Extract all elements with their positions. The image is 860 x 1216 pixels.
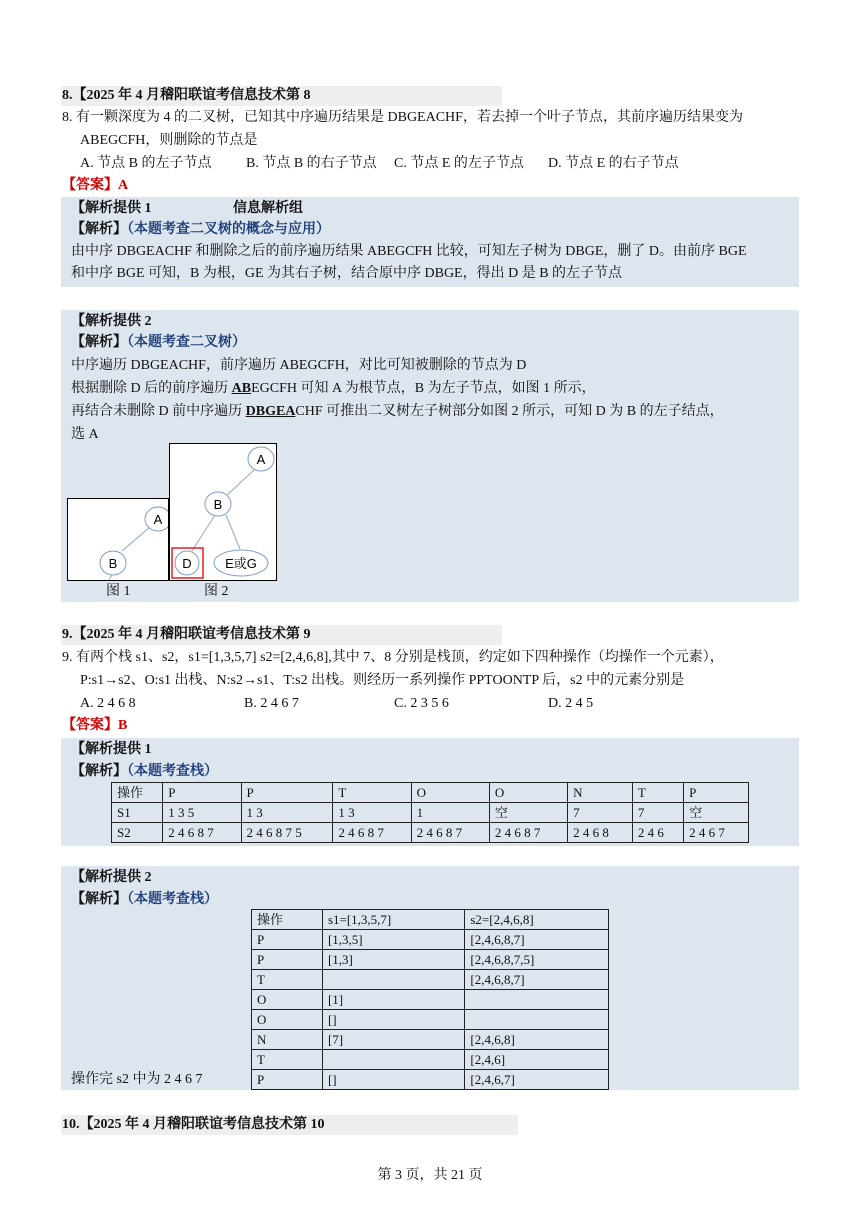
q9-exp2-label: 【解析】 [71, 892, 127, 907]
q9-exp2-table-cell: T [252, 1050, 323, 1070]
q9-exp1-table-cell: P [163, 783, 241, 803]
q8-exp2-label: 【解析】 [71, 335, 127, 350]
q9-exp2-table-cell: [2,4,6] [465, 1050, 609, 1070]
fig2-edge-a-b [226, 470, 254, 496]
q8-exp2-line4: 选 A [71, 427, 99, 442]
q9-exp1-table-cell: N [568, 783, 633, 803]
q9-exp1-table-cell: 1 3 [333, 803, 411, 823]
q9-exp1-table-cell: O [411, 783, 489, 803]
q9-exp2-table-cell: [1] [322, 990, 464, 1010]
q9-exp1-table-cell: 2 4 6 8 7 [489, 823, 567, 843]
fig2-node-a-label: A [256, 452, 266, 467]
q9-exp2-table-cell: [] [322, 1070, 464, 1090]
q8-option-b: B. 节点 B 的右子节点 [246, 156, 377, 171]
q9-exp1-table-cell: 1 [411, 803, 489, 823]
q8-exp2-line3 [71, 402, 724, 422]
q9-exp1-table-cell: S2 [112, 823, 163, 843]
q9-exp2-table-cell: N [252, 1030, 323, 1050]
q8-exp2-line3-pre: 再结合未删除 D 前中序遍历 [71, 404, 246, 419]
q9-exp2-title: 【解析提供 2 [71, 870, 152, 885]
q8-exp2-label-line [71, 333, 246, 353]
page-footer: 第 3 页，共 21 页 [377, 1168, 483, 1183]
q8-exp1-line1: 由中序 DBGEACHF 和删除之后的前序遍历结果 ABEGCFH 比较，可知左子树为 DBGE，删了 D。由前序 BGE [71, 244, 747, 259]
figure-2-caption: 图 2 [204, 584, 229, 599]
q9-exp2-table-cell: s2=[2,4,6,8] [465, 910, 609, 930]
q9-exp2-table-cell [465, 990, 609, 1010]
q9-exp1-table-cell: T [632, 783, 683, 803]
q8-exp2-topic: （本题考查二叉树） [127, 335, 246, 350]
q9-exp1-table-cell: 2 4 6 8 [568, 823, 633, 843]
q8-exp1-title: 【解析提供 1 [71, 201, 152, 216]
figure-2-svg [170, 444, 276, 580]
q9-exp1-table-cell: 2 4 6 7 [684, 823, 749, 843]
q9-exp2-table-cell: [7] [322, 1030, 464, 1050]
q9-exp2-table-cell: [1,3,5] [322, 930, 464, 950]
q8-option-c: C. 节点 E 的左子节点 [394, 156, 524, 171]
fig2-node-d-label: D [182, 556, 192, 571]
fig1-edge-b-down [106, 575, 112, 580]
q9-option-c: C. 2 3 5 6 [394, 696, 449, 711]
fig2-edge-b-eg [226, 515, 240, 549]
q9-exp2-table-row [252, 1050, 609, 1070]
q9-exp2-table-cell: 操作 [252, 910, 323, 930]
q8-exp1-line2: 和中序 BGE 可知，B 为根，GE 为其右子树，结合原中序 DBGE，得出 D 是 B 的左子节点 [71, 266, 623, 281]
q8-stem-line2: ABEGCFH，则删除的节点是 [80, 133, 258, 148]
q9-exp1-table-row [112, 803, 749, 823]
fig2-edge-b-d [192, 515, 215, 551]
q9-exp2-table-cell: P [252, 930, 323, 950]
q8-exp2-title: 【解析提供 2 [71, 314, 152, 329]
q8-exp2-line2-post: EGCFH 可知 A 为根节点，B 为左子节点，如图 1 所示， [251, 381, 596, 396]
q8-explanation-2 [61, 310, 799, 602]
q9-option-a: A. 2 4 6 8 [80, 696, 136, 711]
q9-exp2-table-row [252, 1030, 609, 1050]
q9-exp1-table-cell: 2 4 6 8 7 [163, 823, 241, 843]
q9-exp1-table-cell: 7 [568, 803, 633, 823]
q9-exp1-table-row [112, 823, 749, 843]
q9-exp1-table-cell: O [489, 783, 567, 803]
q9-exp1-table-cell: S1 [112, 803, 163, 823]
q9-answer: 【答案】B [62, 718, 128, 733]
q9-exp2-table-cell: O [252, 1010, 323, 1030]
q8-stem-line1: 8. 有一颗深度为 4 的二叉树，已知其中序遍历结果是 DBGEACHF，若去掉一个叶子节点，其前序遍历结果变为 [62, 110, 743, 125]
q9-exp1-table-cell: 操作 [112, 783, 163, 803]
q8-exp1-provider: 信息解析组 [233, 201, 303, 216]
q9-exp1-table-cell: 2 4 6 8 7 [411, 823, 489, 843]
q9-exp2-table-row [252, 930, 609, 950]
q9-exp1-title: 【解析提供 1 [71, 742, 152, 757]
fig2-node-eg-label: E或G [225, 556, 257, 571]
q8-header: 8.【2025 年 4 月稽阳联谊考信息技术第 8 [62, 88, 311, 103]
q9-exp2-table-cell: [2,4,6,8,7] [465, 970, 609, 990]
q8-exp1-topic: （本题考查二叉树的概念与应用） [127, 222, 330, 237]
q9-exp1-table-cell: 2 4 6 8 7 [333, 823, 411, 843]
q9-exp1-table-cell: 1 3 [241, 803, 333, 823]
q9-exp1-table-cell: 7 [632, 803, 683, 823]
fig2-node-b-label: B [213, 497, 223, 512]
q9-stem-line2: P:s1→s2、O:s1 出栈、N:s2→s1、T:s2 出栈。则经历一系列操作 PPTOONTP 后，s2 中的元素分别是 [80, 673, 685, 688]
q9-exp2-table-cell: [1,3] [322, 950, 464, 970]
q9-exp2-table-cell [322, 970, 464, 990]
q9-exp1-table-cell: P [241, 783, 333, 803]
q9-exp2-conclusion: 操作完 s2 中为 2 4 6 7 [71, 1072, 203, 1087]
q9-exp2-table [251, 909, 609, 1090]
q9-stem-line1: 9. 有两个栈 s1、s2，s1=[1,3,5,7] s2=[2,4,6,8],其中 7、8 分别是栈顶，约定如下四种操作（均操作一个元素）， [62, 650, 724, 665]
q8-exp2-line3-post: CHF 可推出二叉树左子树部分如图 2 所示，可知 D 为 B 的左子结点， [295, 404, 724, 419]
q9-exp2-table-cell: [] [322, 1010, 464, 1030]
q9-option-d: D. 2 4 5 [548, 696, 594, 711]
q8-explanation-1 [61, 197, 799, 287]
q9-exp2-table-row [252, 990, 609, 1010]
q9-exp1-topic: （本题考查栈） [127, 764, 218, 779]
q8-exp2-line2-pre: 根据删除 D 后的前序遍历 [71, 381, 232, 396]
q8-answer: 【答案】A [62, 178, 129, 193]
q9-exp2-table-cell: P [252, 950, 323, 970]
q9-exp1-table-cell: 2 4 6 [632, 823, 683, 843]
q8-exp2-line2-underlined: AB [231, 381, 252, 396]
q9-exp1-table-cell: 空 [684, 803, 749, 823]
q8-exp2-line3-underlined: DBGEA [245, 404, 296, 419]
q8-exp1-label-line [71, 220, 330, 240]
q9-exp1-table-cell: 空 [489, 803, 567, 823]
q9-exp2-table-row [252, 1070, 609, 1090]
q9-exp1-table [111, 782, 749, 843]
q8-exp2-line2 [71, 379, 596, 399]
q9-exp2-table-cell: [2,4,6,8,7] [465, 930, 609, 950]
q9-exp2-table-cell: [2,4,6,7] [465, 1070, 609, 1090]
q9-exp1-table-cell: P [684, 783, 749, 803]
q8-option-d: D. 节点 E 的右子节点 [548, 156, 679, 171]
q8-exp2-line1: 中序遍历 DBGEACHF，前序遍历 ABEGCFH，对比可知被删除的节点为 D [71, 358, 527, 373]
q9-exp1-label-line [71, 762, 218, 782]
q9-exp2-table-cell: T [252, 970, 323, 990]
fig1-node-b-label: B [108, 556, 118, 571]
q9-exp2-table-cell: [2,4,6,8,7,5] [465, 950, 609, 970]
q9-exp1-table-cell: T [333, 783, 411, 803]
q9-exp2-table-cell: s1=[1,3,5,7] [322, 910, 464, 930]
q8-exp1-label: 【解析】 [71, 222, 127, 237]
q9-exp2-table-cell: O [252, 990, 323, 1010]
figure-1-tree [67, 498, 169, 581]
q9-exp2-topic: （本题考查栈） [127, 892, 218, 907]
q9-exp1-table-cell: 1 3 5 [163, 803, 241, 823]
q9-option-b: B. 2 4 6 7 [244, 696, 299, 711]
figure-1-caption: 图 1 [106, 584, 131, 599]
q9-exp2-table-row [252, 950, 609, 970]
q9-exp1-label: 【解析】 [71, 764, 127, 779]
q8-option-a: A. 节点 B 的左子节点 [80, 156, 212, 171]
q9-header: 9.【2025 年 4 月稽阳联谊考信息技术第 9 [62, 627, 311, 642]
q9-exp1-table-row [112, 783, 749, 803]
q9-exp2-table-cell [465, 1010, 609, 1030]
q9-exp2-table-row [252, 1010, 609, 1030]
q9-exp2-table-row [252, 910, 609, 930]
figure-2-tree [169, 443, 277, 581]
q9-exp2-table-cell: P [252, 1070, 323, 1090]
figure-1-svg [68, 499, 168, 580]
q9-exp2-table-row [252, 970, 609, 990]
q10-header: 10.【2025 年 4 月稽阳联谊考信息技术第 10 [62, 1117, 325, 1132]
q9-exp1-table-cell: 2 4 6 8 7 5 [241, 823, 333, 843]
q9-exp2-table-cell: [2,4,6,8] [465, 1030, 609, 1050]
q9-exp2-table-cell [322, 1050, 464, 1070]
q9-exp2-label-line [71, 890, 218, 910]
fig1-node-a-label: A [153, 512, 163, 527]
